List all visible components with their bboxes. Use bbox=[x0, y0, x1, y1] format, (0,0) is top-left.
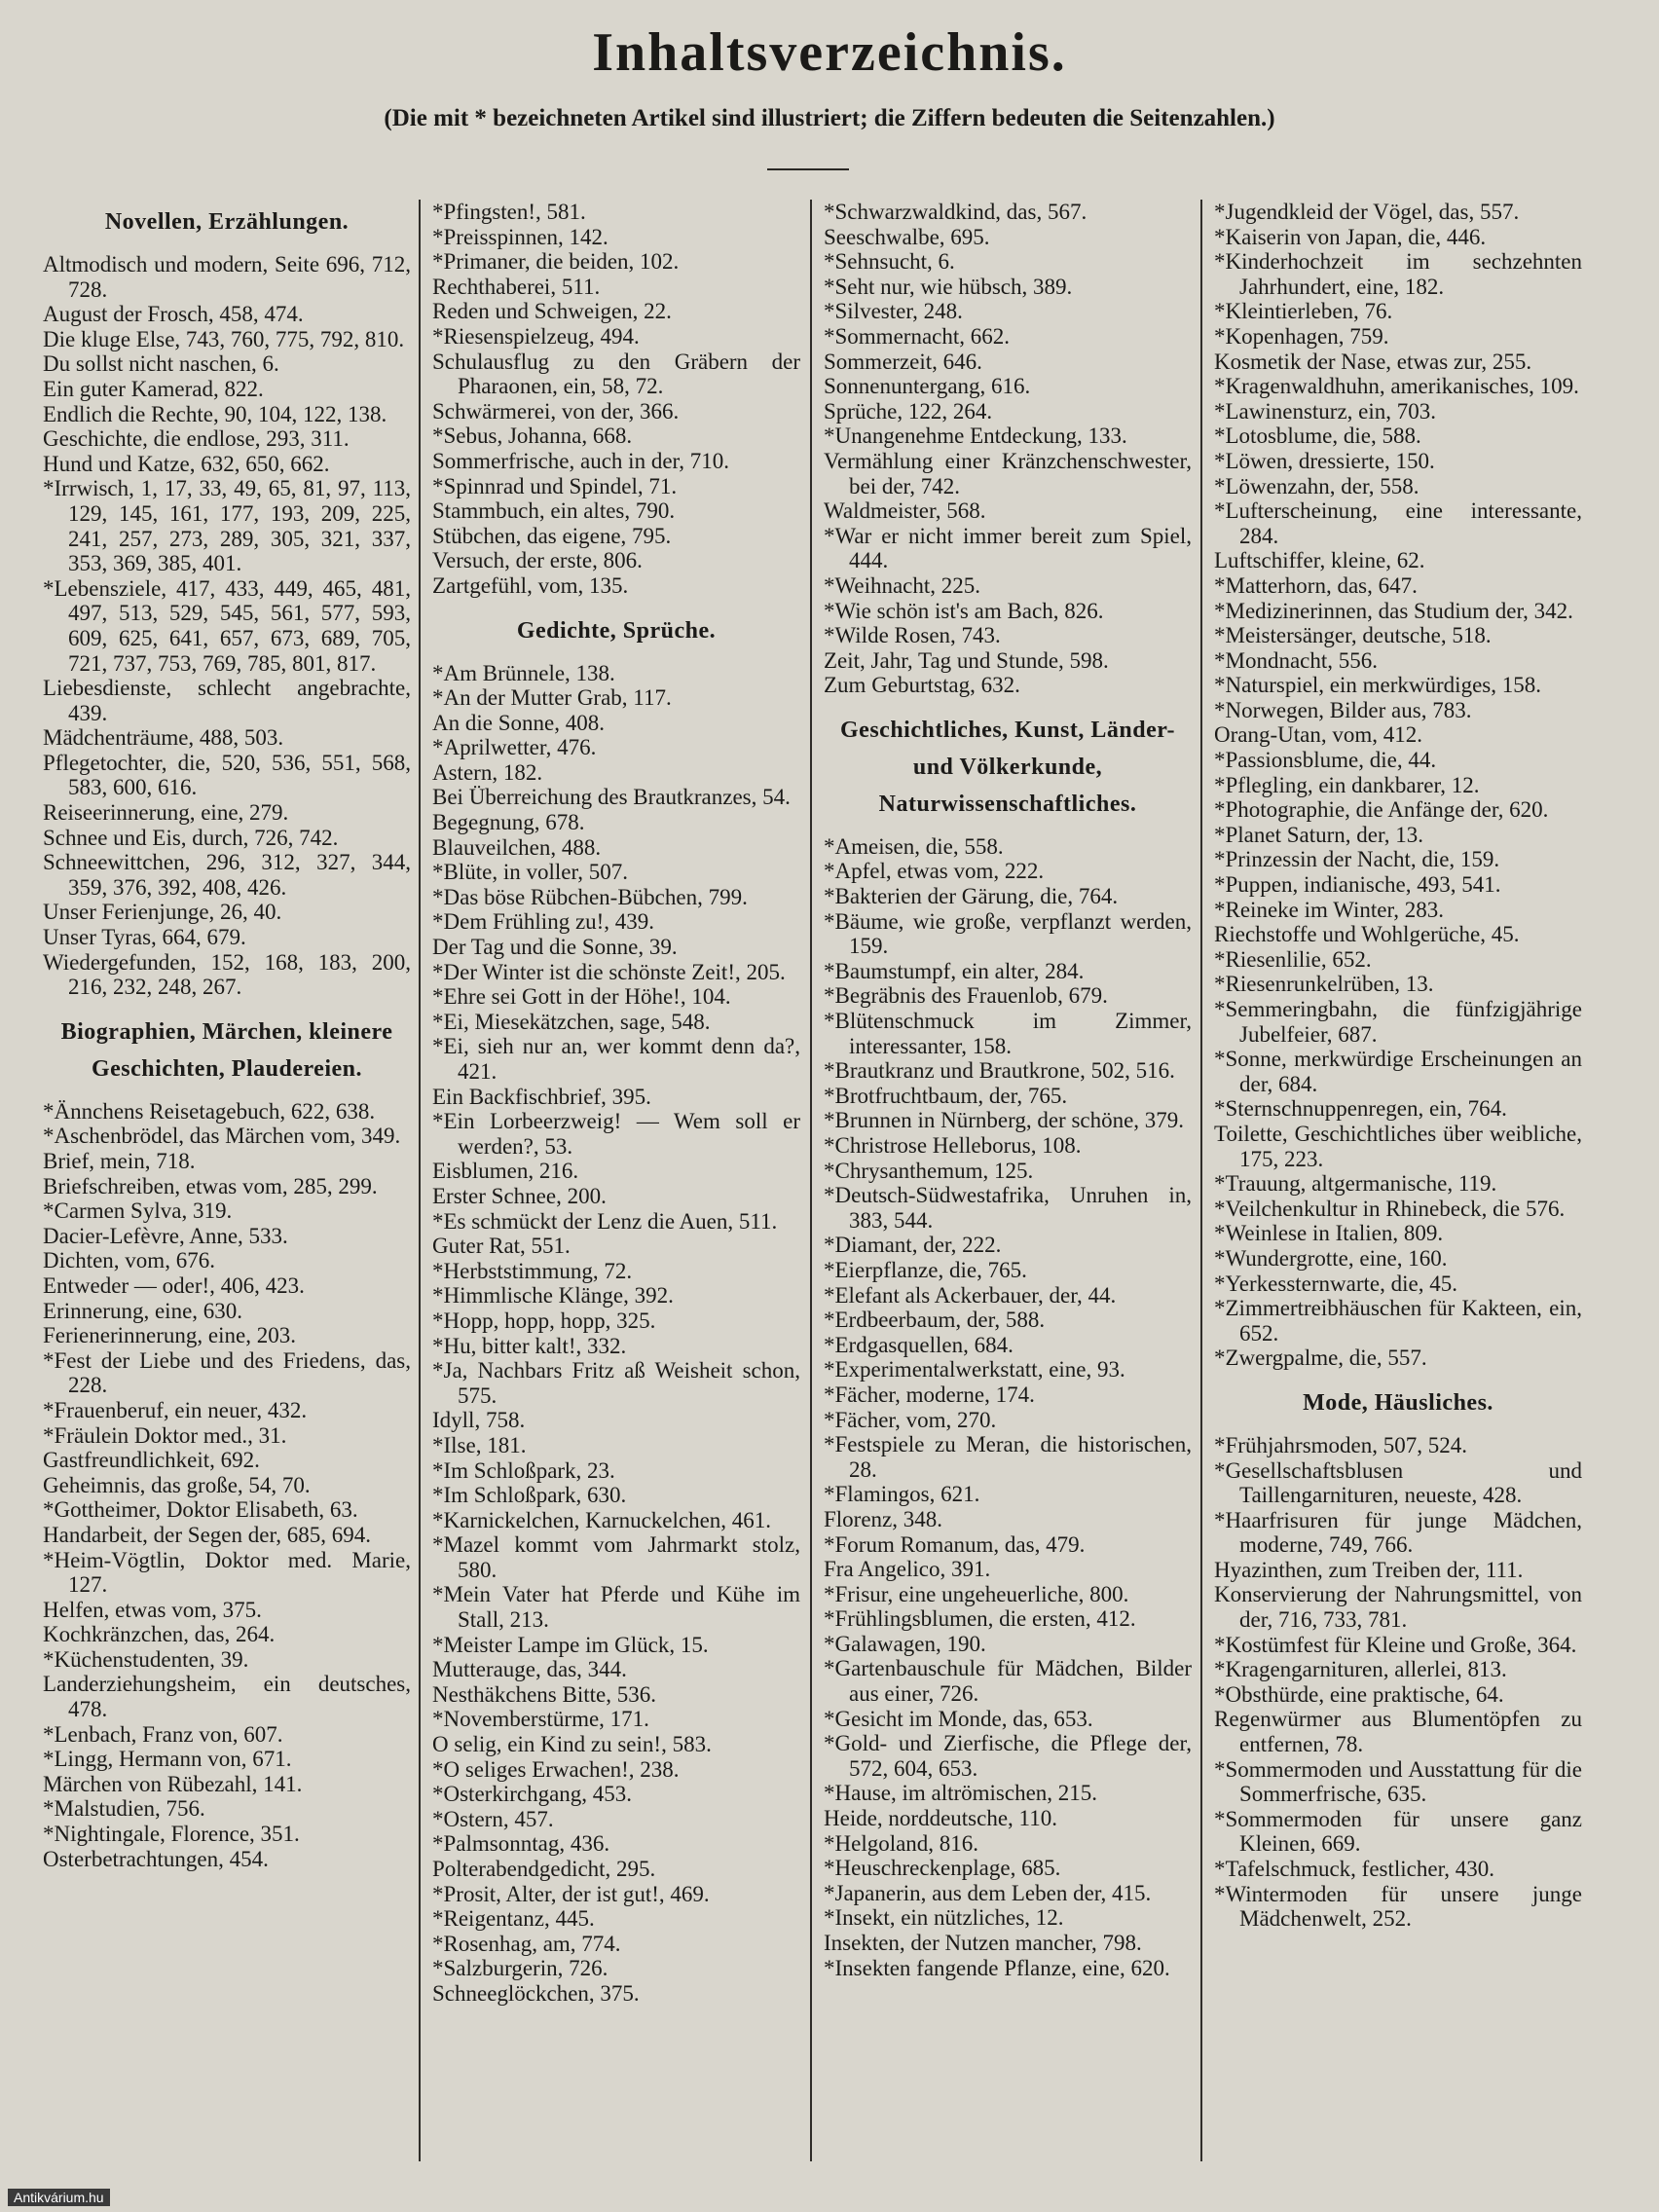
index-entry: *Frühlingsblumen, die ersten, 412. bbox=[824, 1606, 1136, 1632]
index-entry: Bei Überreichung des Brautkranzes, 54. bbox=[432, 785, 791, 810]
index-entry: *Pfingsten!, 581. bbox=[432, 200, 586, 224]
title-divider bbox=[767, 168, 849, 170]
index-entry: Regenwürmer aus Blumentöpfen zu entfernen, 78. bbox=[1214, 1707, 1582, 1757]
index-entry: Mädchenträume, 488, 503. bbox=[43, 725, 284, 751]
index-entry: Altmodisch und modern, Seite 696, 712, 728. bbox=[43, 252, 411, 302]
index-entry: *Irrwisch, 1, 17, 33, 49, 65, 81, 97, 113, 129, 145, 161, 177, 193, 209, 225, 241, 257, 273, 289, 305, 321, 337, 353, 369, 385, 401. bbox=[43, 476, 411, 576]
index-entry: *Mondnacht, 556. bbox=[1214, 647, 1379, 673]
index-entry: Märchen von Rübezahl, 141. bbox=[43, 1771, 303, 1796]
index-entry: *Semmeringbahn, die fünfzigjährige Jubelfeier, 687. bbox=[1214, 997, 1582, 1047]
index-entry: Brief, mein, 718. bbox=[43, 1149, 196, 1173]
index-entry: *Galawagen, 190. bbox=[824, 1631, 986, 1656]
column-4 bbox=[1214, 200, 1582, 2166]
index-entry: *Japanerin, aus dem Leben der, 415. bbox=[824, 1880, 1152, 1905]
index-entry: *Kleintierleben, 76. bbox=[1214, 299, 1393, 324]
index-entry: *Matterhorn, das, 647. bbox=[1214, 572, 1418, 598]
index-entry: *Fräulein Doktor med., 31. bbox=[43, 1422, 287, 1448]
index-entry: *Im Schloßpark, 23. bbox=[432, 1457, 615, 1483]
index-entry: *Im Schloßpark, 630. bbox=[432, 1483, 627, 1508]
index-entry: *Norwegen, Bilder aus, 783. bbox=[1214, 697, 1472, 722]
column-1 bbox=[43, 200, 411, 2166]
section-heading: Biographien, Märchen, kleinere Geschichten, Plaudereien. bbox=[60, 1018, 393, 1082]
index-entry: *Brautkranz und Brautkrone, 502, 516. bbox=[824, 1058, 1175, 1084]
index-entry: *Naturspiel, ein merkwürdiges, 158. bbox=[1214, 673, 1541, 698]
index-entry: Florenz, 348. bbox=[824, 1506, 943, 1531]
index-entry: Begegnung, 678. bbox=[432, 810, 585, 835]
index-entry: *Carmen Sylva, 319. bbox=[43, 1198, 233, 1224]
index-entry: *Lenbach, Franz von, 607. bbox=[43, 1721, 283, 1747]
index-entry: *Nightingale, Florence, 351. bbox=[43, 1822, 300, 1847]
index-entry: *Passionsblume, die, 44. bbox=[1214, 748, 1437, 773]
index-entry: Sommerzeit, 646. bbox=[824, 349, 982, 374]
index-entry: Reden und Schweigen, 22. bbox=[432, 299, 672, 324]
index-entry: Ein Backfischbrief, 395. bbox=[432, 1084, 651, 1109]
index-entry: *Aschenbrödel, das Märchen vom, 349. bbox=[43, 1124, 401, 1149]
index-entry: *Sonne, merkwürdige Erscheinungen an der, 684. bbox=[1214, 1047, 1582, 1096]
index-entry: Eisblumen, 216. bbox=[432, 1159, 579, 1184]
index-entry: *Heuschreckenplage, 685. bbox=[824, 1856, 1061, 1881]
index-entry: Sommerfrische, auch in der, 710. bbox=[432, 448, 730, 473]
index-entry: *Brunnen in Nürnberg, der schöne, 379. bbox=[824, 1108, 1185, 1133]
index-entry: Riechstoffe und Wohlgerüche, 45. bbox=[1214, 922, 1520, 947]
index-entry: *Christrose Helleborus, 108. bbox=[824, 1133, 1082, 1158]
index-entry: *Lawinensturz, ein, 703. bbox=[1214, 398, 1437, 424]
index-entry: *Gesicht im Monde, das, 653. bbox=[824, 1706, 1093, 1731]
index-entry: *War er nicht immer bereit zum Spiel, 444. bbox=[824, 523, 1192, 573]
index-entry: *Am Brünnele, 138. bbox=[432, 660, 615, 685]
index-entry: *Zimmertreibhäuschen für Kakteen, ein, 652. bbox=[1214, 1296, 1582, 1346]
index-entry: *Fächer, vom, 270. bbox=[824, 1407, 997, 1432]
index-entry: *Insekten fangende Pflanze, eine, 620. bbox=[824, 1955, 1170, 1980]
index-entry: Stübchen, das eigene, 795. bbox=[432, 523, 672, 548]
index-entry: *Lingg, Hermann von, 671. bbox=[43, 1747, 292, 1772]
index-entry: Idyll, 758. bbox=[432, 1408, 526, 1433]
index-entry: *Ei, sieh nur an, wer kommt denn da?, 421. bbox=[432, 1034, 800, 1084]
index-entry: *Planet Saturn, der, 13. bbox=[1214, 822, 1423, 847]
index-entry: Entweder — oder!, 406, 423. bbox=[43, 1272, 305, 1298]
index-entry: *Obsthürde, eine praktische, 64. bbox=[1214, 1681, 1504, 1707]
index-entry: *Riesenspielzeug, 494. bbox=[432, 323, 640, 349]
index-entry: Unser Ferienjunge, 26, 40. bbox=[43, 900, 282, 925]
index-entry: Schneewittchen, 296, 312, 327, 344, 359, 376, 392, 408, 426. bbox=[43, 850, 411, 900]
index-entry: Erster Schnee, 200. bbox=[432, 1183, 607, 1208]
index-entry: *Riesenlilie, 652. bbox=[1214, 946, 1372, 972]
index-entry: *Ilse, 181. bbox=[432, 1432, 527, 1457]
index-entry: *Weihnacht, 225. bbox=[824, 572, 981, 598]
index-entry: *Bakterien der Gärung, die, 764. bbox=[824, 884, 1119, 909]
index-entry: *Primaner, die beiden, 102. bbox=[432, 249, 680, 275]
index-entry: Insekten, der Nutzen mancher, 798. bbox=[824, 1931, 1142, 1955]
index-entry: Schulausflug zu den Gräbern der Pharaonen, ein, 58, 72. bbox=[432, 349, 800, 399]
index-entry: *Hu, bitter kalt!, 332. bbox=[432, 1333, 627, 1358]
index-entry: *Sebus, Johanna, 668. bbox=[432, 424, 633, 449]
index-entry: Handarbeit, der Segen der, 685, 694. bbox=[43, 1522, 371, 1547]
index-entry: *Schwarzwaldkind, das, 567. bbox=[824, 200, 1088, 224]
index-entry: *An der Mutter Grab, 117. bbox=[432, 685, 672, 711]
index-entry: *Unangenehme Entdeckung, 133. bbox=[824, 424, 1127, 449]
index-entry: Guter Rat, 551. bbox=[432, 1234, 571, 1259]
index-entry: *Experimentalwerkstatt, eine, 93. bbox=[824, 1357, 1125, 1382]
index-entry: *Apfel, etwas vom, 222. bbox=[824, 859, 1045, 884]
index-entry: O selig, ein Kind zu sein!, 583. bbox=[432, 1732, 712, 1757]
index-entry: *Sommermoden und Ausstattung für die Sommerfrische, 635. bbox=[1214, 1756, 1582, 1807]
index-entry: Orang-Utan, vom, 412. bbox=[1214, 722, 1422, 748]
index-entry: Konservierung der Nahrungsmittel, von der, 716, 733, 781. bbox=[1214, 1582, 1582, 1633]
index-entry: *Erdbeerbaum, der, 588. bbox=[824, 1308, 1046, 1333]
index-entry: Polterabendgedicht, 295. bbox=[432, 1857, 656, 1881]
index-entry: Erinnerung, eine, 630. bbox=[43, 1298, 243, 1323]
index-entry: *Palmsonntag, 436. bbox=[432, 1831, 610, 1857]
index-entry: *Deutsch-Südwestafrika, Unruhen in, 383, 544. bbox=[824, 1183, 1192, 1233]
index-entry: Osterbetrachtungen, 454. bbox=[43, 1846, 269, 1871]
index-entry: Waldmeister, 568. bbox=[824, 498, 986, 524]
index-entry: *Malstudien, 756. bbox=[43, 1796, 205, 1822]
index-entry: *Novemberstürme, 171. bbox=[432, 1707, 649, 1732]
index-entry: *Frühjahrsmoden, 507, 524. bbox=[1214, 1432, 1468, 1457]
index-entry: Blauveilchen, 488. bbox=[432, 834, 602, 860]
index-entry: *Reigentanz, 445. bbox=[432, 1906, 595, 1932]
index-entry: *Trauung, altgermanische, 119. bbox=[1214, 1171, 1497, 1197]
index-entry: Die kluge Else, 743, 760, 775, 792, 810. bbox=[43, 326, 405, 351]
index-entry: *Insekt, ein nützliches, 12. bbox=[824, 1905, 1064, 1931]
index-entry: Seeschwalbe, 695. bbox=[824, 224, 990, 249]
index-entry: *Haarfrisuren für junge Mädchen, moderne, 749, 766. bbox=[1214, 1507, 1582, 1558]
index-entry: Zeit, Jahr, Tag und Stunde, 598. bbox=[824, 647, 1109, 673]
index-entry: *Riesenrunkelrüben, 13. bbox=[1214, 972, 1434, 997]
index-entry: *Gold- und Zierfische, die Pflege der, 572, 604, 653. bbox=[824, 1731, 1192, 1781]
index-entry: *Das böse Rübchen-Bübchen, 799. bbox=[432, 884, 748, 909]
index-entry: *Ja, Nachbars Fritz aß Weisheit schon, 575. bbox=[432, 1358, 800, 1408]
index-entry: *Herbststimmung, 72. bbox=[432, 1258, 633, 1283]
index-entry: Schwärmerei, von der, 366. bbox=[432, 398, 680, 424]
index-entry: *Gottheimer, Doktor Elisabeth, 63. bbox=[43, 1497, 358, 1523]
index-entry: *Pflegling, ein dankbarer, 12. bbox=[1214, 772, 1480, 797]
index-entry: *Wilde Rosen, 743. bbox=[824, 623, 1001, 648]
index-entry: *Fest der Liebe und des Friedens, das, 228. bbox=[43, 1347, 411, 1398]
index-entry: *Wintermoden für unsere junge Mädchenwelt, 252. bbox=[1214, 1881, 1582, 1932]
index-entry: *Heim-Vögtlin, Doktor med. Marie, 127. bbox=[43, 1547, 411, 1598]
index-entry: Ferienerinnerung, eine, 203. bbox=[43, 1323, 296, 1348]
index-entry: Hund und Katze, 632, 650, 662. bbox=[43, 451, 330, 476]
index-entry: *Lebensziele, 417, 433, 449, 465, 481, 497, 513, 529, 545, 561, 577, 593, 609, 625, 641, 657, 673, 689, 705, 721, 737, 753, 769, 785, 801, 817. bbox=[43, 575, 411, 676]
index-entry: *Zwergpalme, die, 557. bbox=[1214, 1346, 1427, 1371]
column-separator bbox=[1200, 200, 1202, 2161]
index-entry: Sonnenuntergang, 616. bbox=[824, 374, 1031, 399]
index-entry: Kochkränzchen, das, 264. bbox=[43, 1622, 276, 1647]
index-entry: Heide, norddeutsche, 110. bbox=[824, 1806, 1057, 1831]
index-entry: *Begräbnis des Frauenlob, 679. bbox=[824, 983, 1108, 1009]
index-entry: *Dem Frühling zu!, 439. bbox=[432, 909, 655, 935]
index-entry: *Silvester, 248. bbox=[824, 299, 963, 324]
index-entry: *Sehnsucht, 6. bbox=[824, 249, 955, 275]
index-entry: Dacier-Lefèvre, Anne, 533. bbox=[43, 1223, 288, 1248]
index-entry: *Kinderhochzeit im sechzehnten Jahrhundert, eine, 182. bbox=[1214, 249, 1582, 299]
index-entry: Toilette, Geschichtliches über weibliche, 175, 223. bbox=[1214, 1121, 1582, 1171]
section-heading: Gedichte, Sprüche. bbox=[516, 617, 717, 644]
index-entry: *Erdgasquellen, 684. bbox=[824, 1332, 1014, 1357]
index-entry: *Salzburgerin, 726. bbox=[432, 1956, 608, 1981]
section-heading: Geschichtliches, Kunst, Länder- und Völkerkunde, Naturwissenschaftliches. bbox=[840, 717, 1175, 817]
index-entry: Zum Geburtstag, 632. bbox=[824, 673, 1020, 698]
page-subtitle: (Die mit * bezeichneten Artikel sind illustriert; die Ziffern bedeuten die Seitenzahlen.) bbox=[384, 105, 1275, 131]
index-entry: *Blütenschmuck im Zimmer, interessanter, 158. bbox=[824, 1009, 1192, 1058]
index-entry: *Prinzessin der Nacht, die, 159. bbox=[1214, 847, 1500, 872]
index-entry: *Wundergrotte, eine, 160. bbox=[1214, 1245, 1448, 1271]
index-entry: Fra Angelico, 391. bbox=[824, 1557, 991, 1582]
index-entry: *Osterkirchgang, 453. bbox=[432, 1782, 633, 1807]
index-entry: Kosmetik der Nase, etwas zur, 255. bbox=[1214, 349, 1532, 374]
index-entry: *Kaiserin von Japan, die, 446. bbox=[1214, 224, 1487, 249]
index-entry: *Sommernacht, 662. bbox=[824, 323, 1010, 349]
index-entry: *Veilchenkultur in Rhinebeck, die 576. bbox=[1214, 1196, 1566, 1221]
section-heading: Novellen, Erzählungen. bbox=[104, 209, 350, 235]
index-entry: Gastfreundlichkeit, 692. bbox=[43, 1448, 260, 1473]
index-entry: Rechthaberei, 511. bbox=[432, 274, 601, 299]
index-entry: *Fächer, moderne, 174. bbox=[824, 1382, 1035, 1407]
index-entry: *Ostern, 457. bbox=[432, 1806, 554, 1831]
index-entry: *Frisur, eine ungeheuerliche, 800. bbox=[824, 1581, 1129, 1606]
index-entry: *Meister Lampe im Glück, 15. bbox=[432, 1632, 709, 1657]
index-entry: Geheimnis, das große, 54, 70. bbox=[43, 1472, 311, 1497]
index-entry: *Hopp, hopp, hopp, 325. bbox=[432, 1308, 656, 1333]
index-entry: *Diamant, der, 222. bbox=[824, 1233, 1002, 1258]
index-entry: *Gartenbauschule für Mädchen, Bilder aus einer, 726. bbox=[824, 1656, 1192, 1707]
index-entry: *Elefant als Ackerbauer, der, 44. bbox=[824, 1282, 1117, 1308]
index-entry: *Meistersänger, deutsche, 518. bbox=[1214, 623, 1492, 648]
index-entry: Zartgefühl, vom, 135. bbox=[432, 572, 629, 598]
index-entry: *Baumstumpf, ein alter, 284. bbox=[824, 958, 1085, 983]
index-entry: Wiedergefunden, 152, 168, 183, 200, 216, 232, 248, 267. bbox=[43, 949, 411, 1000]
index-entry: *Hause, im altrömischen, 215. bbox=[824, 1781, 1098, 1806]
index-entry: *Ein Lorbeerzweig! — Wem soll er werden?, 53. bbox=[432, 1109, 800, 1159]
index-entry: Schneeglöckchen, 375. bbox=[432, 1980, 640, 2006]
index-entry: *Prosit, Alter, der ist gut!, 469. bbox=[432, 1881, 710, 1906]
index-entry: *Spinnrad und Spindel, 71. bbox=[432, 473, 678, 498]
index-entry: *Festspiele zu Meran, die historischen, 28. bbox=[824, 1432, 1192, 1482]
index-entry: *Ehre sei Gott in der Höhe!, 104. bbox=[432, 984, 731, 1010]
index-entry: *Sommermoden für unsere ganz Kleinen, 669. bbox=[1214, 1806, 1582, 1857]
index-entry: *Tafelschmuck, festlicher, 430. bbox=[1214, 1857, 1495, 1881]
index-entry: *Helgoland, 816. bbox=[824, 1830, 979, 1856]
section-heading: Mode, Häusliches. bbox=[1303, 1389, 1493, 1416]
watermark-footer: Antikvárium.hu bbox=[8, 2189, 110, 2206]
index-entry: Der Tag und die Sonne, 39. bbox=[432, 935, 678, 960]
index-entry: Helfen, etwas vom, 375. bbox=[43, 1597, 262, 1622]
index-entry: *Löwen, dressierte, 150. bbox=[1214, 448, 1435, 473]
index-entry: Du sollst nicht naschen, 6. bbox=[43, 351, 279, 377]
index-entry: *Aprilwetter, 476. bbox=[432, 735, 597, 760]
index-entry: *Weinlese in Italien, 809. bbox=[1214, 1221, 1444, 1246]
column-separator bbox=[419, 200, 421, 2161]
column-separator bbox=[810, 200, 812, 2161]
index-entry: *O seliges Erwachen!, 238. bbox=[432, 1756, 680, 1782]
index-entry: Hyazinthen, zum Treiben der, 111. bbox=[1214, 1557, 1524, 1582]
index-entry: Dichten, vom, 676. bbox=[43, 1248, 215, 1273]
index-entry: Ein guter Kamerad, 822. bbox=[43, 376, 264, 401]
index-entry: Pflegetochter, die, 520, 536, 551, 568, 583, 600, 616. bbox=[43, 750, 411, 800]
index-entry: *Kopenhagen, 759. bbox=[1214, 323, 1389, 349]
index-entry: *Seht nur, wie hübsch, 389. bbox=[824, 274, 1073, 299]
index-entry: *Medizinerinnen, das Studium der, 342. bbox=[1214, 598, 1573, 623]
index-entry: Nesthäkchens Bitte, 536. bbox=[432, 1681, 656, 1707]
index-entry: Landerziehungsheim, ein deutsches, 478. bbox=[43, 1672, 411, 1722]
index-entry: *Mein Vater hat Pferde und Kühe im Stall, 213. bbox=[432, 1582, 800, 1633]
index-entry: Sprüche, 122, 264. bbox=[824, 398, 993, 424]
index-entry: *Himmlische Klänge, 392. bbox=[432, 1283, 674, 1309]
index-entry: Reiseerinnerung, eine, 279. bbox=[43, 800, 289, 826]
index-entry: Briefschreiben, etwas vom, 285, 299. bbox=[43, 1173, 378, 1198]
index-entry: Unser Tyras, 664, 679. bbox=[43, 925, 246, 950]
index-entry: *Lotosblume, die, 588. bbox=[1214, 424, 1421, 449]
index-entry: *Der Winter ist die schönste Zeit!, 205. bbox=[432, 959, 786, 984]
index-entry: *Eierpflanze, die, 765. bbox=[824, 1257, 1027, 1282]
column-3 bbox=[824, 200, 1192, 2166]
index-entry: *Kostümfest für Kleine und Große, 364. bbox=[1214, 1632, 1577, 1657]
index-entry: *Brotfruchtbaum, der, 765. bbox=[824, 1083, 1068, 1108]
index-entry: *Kragengarnituren, allerlei, 813. bbox=[1214, 1657, 1507, 1682]
index-entry: *Kragenwaldhuhn, amerikanisches, 109. bbox=[1214, 374, 1579, 399]
index-entry: August der Frosch, 458, 474. bbox=[43, 302, 304, 327]
index-entry: An die Sonne, 408. bbox=[432, 710, 605, 735]
index-entry: *Es schmückt der Lenz die Auen, 511. bbox=[432, 1208, 778, 1234]
index-entry: *Löwenzahn, der, 558. bbox=[1214, 473, 1419, 498]
index-entry: *Sternschnuppenregen, ein, 764. bbox=[1214, 1096, 1507, 1122]
index-entry: *Reineke im Winter, 283. bbox=[1214, 897, 1444, 922]
index-entry: *Frauenberuf, ein neuer, 432. bbox=[43, 1397, 308, 1422]
index-entry: *Bäume, wie große, verpflanzt werden, 159. bbox=[824, 908, 1192, 959]
index-entry: Luftschiffer, kleine, 62. bbox=[1214, 548, 1425, 573]
index-entry: Mutterauge, das, 344. bbox=[432, 1657, 627, 1682]
index-entry: Liebesdienste, schlecht angebrachte, 439. bbox=[43, 676, 411, 725]
index-entry: Stammbuch, ein altes, 790. bbox=[432, 498, 676, 524]
index-entry: *Ännchens Reisetagebuch, 622, 638. bbox=[43, 1098, 376, 1124]
index-entry: *Puppen, indianische, 493, 541. bbox=[1214, 872, 1501, 898]
index-entry: *Ei, Miesekätzchen, sage, 548. bbox=[432, 1009, 711, 1034]
index-entry: *Forum Romanum, das, 479. bbox=[824, 1531, 1086, 1557]
index-entry: Versuch, der erste, 806. bbox=[432, 548, 643, 573]
index-entry: *Blüte, in voller, 507. bbox=[432, 860, 628, 885]
index-entry: Geschichte, die endlose, 293, 311. bbox=[43, 426, 350, 452]
index-entry: *Photographie, die Anfänge der, 620. bbox=[1214, 797, 1549, 823]
column-2 bbox=[432, 200, 800, 2166]
index-entry: *Yerkessternwarte, die, 45. bbox=[1214, 1271, 1457, 1296]
page-title: Inhaltsverzeichnis. bbox=[592, 22, 1067, 83]
index-entry: Schnee und Eis, durch, 726, 742. bbox=[43, 825, 339, 850]
index-entry: *Flamingos, 621. bbox=[824, 1482, 980, 1507]
index-entry: *Lufterscheinung, eine interessante, 284. bbox=[1214, 498, 1582, 548]
index-entry: *Rosenhag, am, 774. bbox=[432, 1931, 621, 1956]
index-entry: *Wie schön ist's am Bach, 826. bbox=[824, 598, 1104, 623]
index-entry: *Mazel kommt vom Jahrmarkt stolz, 580. bbox=[432, 1532, 800, 1582]
index-entry: *Chrysanthemum, 125. bbox=[824, 1158, 1034, 1183]
index-entry: *Jugendkleid der Vögel, das, 557. bbox=[1214, 200, 1520, 224]
index-entry: Astern, 182. bbox=[432, 759, 543, 785]
index-entry: Endlich die Rechte, 90, 104, 122, 138. bbox=[43, 401, 387, 426]
index-entry: *Gesellschaftsblusen und Taillengarnituren, neueste, 428. bbox=[1214, 1457, 1582, 1508]
index-entry: *Küchenstudenten, 39. bbox=[43, 1646, 249, 1672]
index-entry: Vermählung einer Kränzchenschwester, bei der, 742. bbox=[824, 448, 1192, 498]
index-entry: *Karnickelchen, Karnuckelchen, 461. bbox=[432, 1507, 772, 1532]
index-entry: *Preisspinnen, 142. bbox=[432, 224, 608, 249]
index-entry: *Ameisen, die, 558. bbox=[824, 833, 1004, 859]
